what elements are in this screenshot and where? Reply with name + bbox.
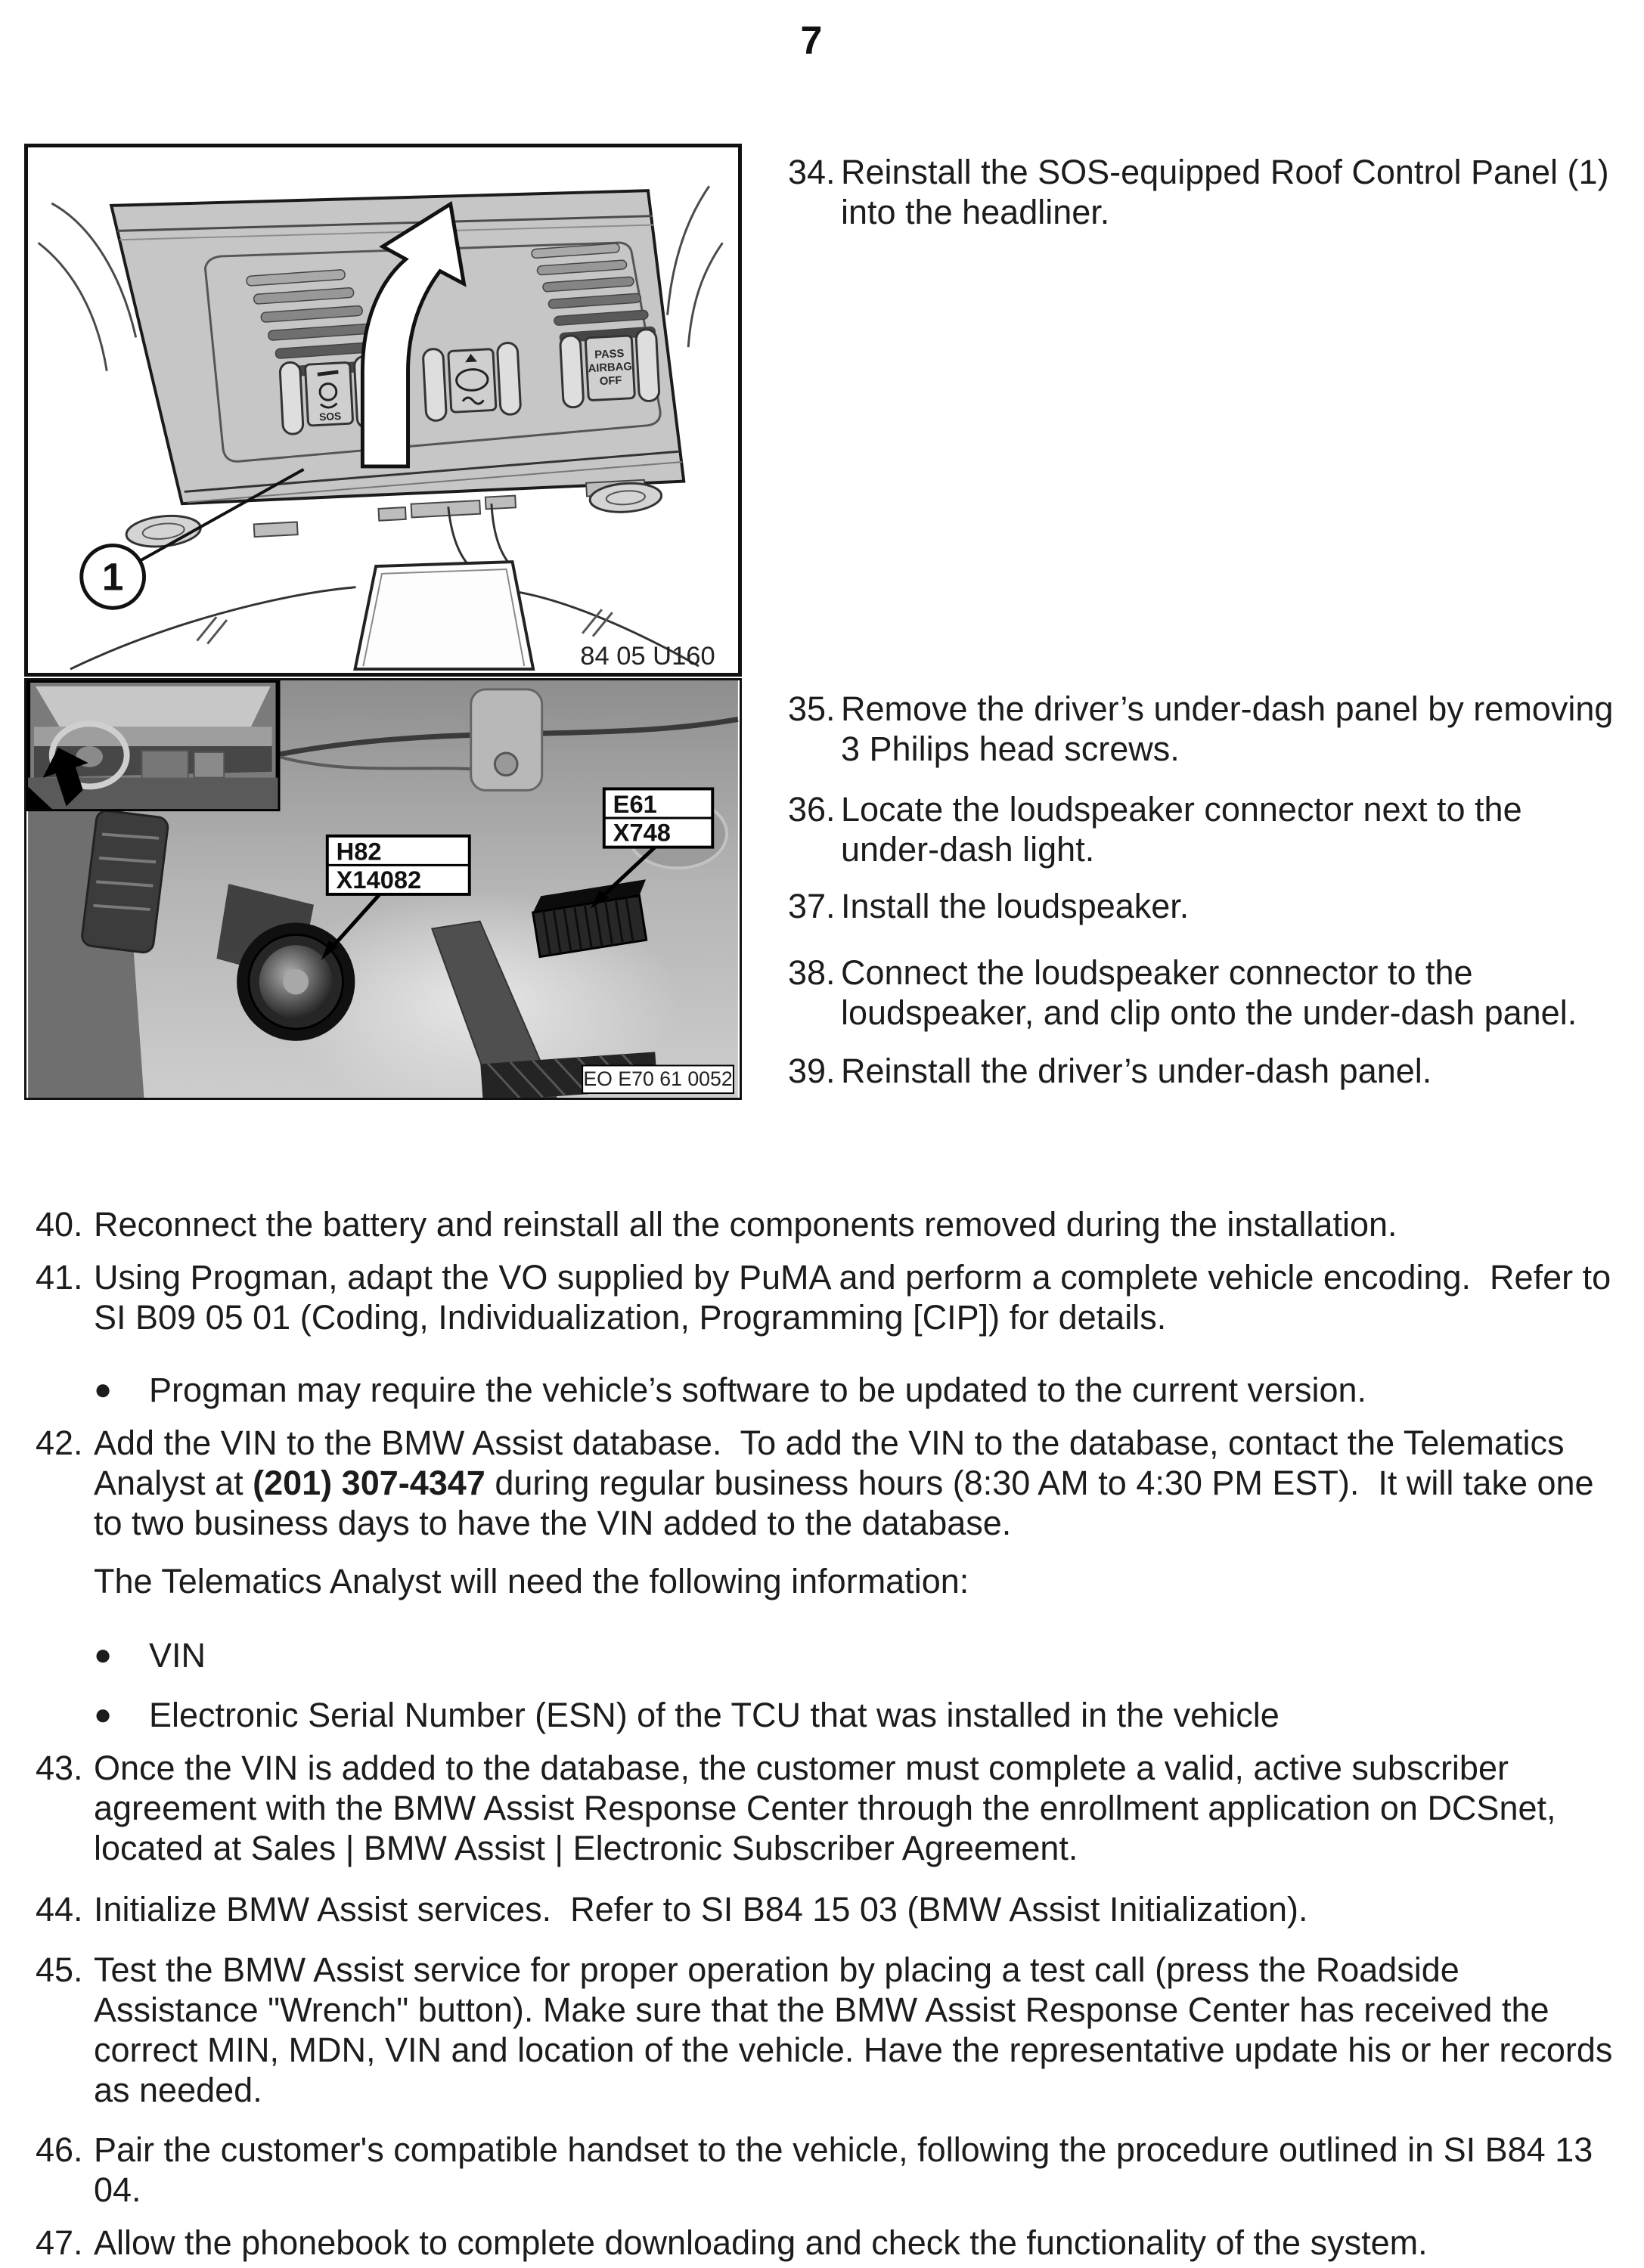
step-number: 41.	[36, 1258, 83, 1297]
bullet-text: Progman may require the vehicle’s software to be updated to the current version.	[149, 1371, 1367, 1409]
step-text: Once the VIN is added to the database, the customer must complete a valid, active subscriber agreement with the BMW Assist Response Center through the enrollment application on DCSnet, located at Sales | BMW Assist | Electronic Subscriber Agreement.	[94, 1749, 1566, 1867]
step-number: 37.	[788, 887, 836, 925]
step-45	[36, 1950, 1624, 2110]
step-34	[788, 152, 1629, 232]
step-number: 39.	[788, 1052, 836, 1090]
bullet-text: Electronic Serial Number (ESN) of the TCU that was installed in the vehicle	[149, 1696, 1280, 1734]
bullet-vin	[94, 1635, 1624, 1675]
step-42	[36, 1423, 1624, 1543]
figure-roof-control-panel	[24, 144, 742, 677]
step-number: 45.	[36, 1950, 83, 1989]
step-number: 36.	[788, 790, 836, 829]
speaker-label-line1: H82	[336, 837, 382, 866]
step-text	[94, 1423, 1624, 1543]
step-text: Connect the loudspeaker connector to the loudspeaker, and clip onto the under-dash panel.	[841, 953, 1577, 1032]
step-number: 47.	[36, 2223, 83, 2262]
figure-underdash-speaker	[24, 678, 742, 1100]
step-text: Reconnect the battery and reinstall all the components removed during the installation.	[94, 1205, 1397, 1244]
step-number: 44.	[36, 1890, 83, 1929]
dashboard-inset	[28, 680, 278, 810]
step-35	[788, 689, 1629, 769]
sunroof-switch	[423, 342, 521, 421]
step-number: 35.	[788, 689, 836, 728]
step-41	[36, 1257, 1624, 1337]
step-text: Test the BMW Assist service for proper operation by placing a test call (press the Roadside Assistance "Wrench" button). Make sure that the BMW Assist Response Center has received the correct MIN, MDN, VIN and location of the vehicle. Have the representative update his or her records as needed.	[94, 1950, 1622, 2109]
phone-number: (201) 307-4347	[253, 1464, 485, 1502]
step-text: Reinstall the SOS-equipped Roof Control Panel (1) into the headliner.	[841, 153, 1619, 231]
figure2-caption-box	[582, 1065, 734, 1093]
sos-button-label: SOS	[318, 410, 342, 423]
step-number: 46.	[36, 2130, 83, 2169]
bullet-progman	[94, 1370, 1624, 1410]
step-36	[788, 789, 1629, 869]
callout-1-label: 1	[101, 555, 124, 599]
step-number: 42.	[36, 1424, 83, 1462]
step-number: 38.	[788, 953, 836, 992]
telematics-paragraph: The Telematics Analyst will need the following information:	[94, 1562, 969, 1600]
step-38	[788, 953, 1629, 1033]
bullet-esn	[94, 1695, 1624, 1735]
step-number: 34.	[788, 153, 836, 191]
step-44	[36, 1889, 1624, 1929]
step-number: 43.	[36, 1749, 83, 1787]
step-number: 40.	[36, 1205, 83, 1244]
figure1-caption: 84 05 U160	[580, 642, 715, 671]
step-text: Pair the customer's compatible handset to the vehicle, following the procedure outlined in SI B84 13 04.	[94, 2130, 1602, 2209]
bullet-icon: ●	[94, 1698, 113, 1731]
step-text-before: Add the VIN to the BMW Assist database. To add the VIN to the database, contact the Telematics Analyst at	[94, 1424, 1572, 1502]
step-text: Initialize BMW Assist services. Refer to SI B84 15 03 (BMW Assist Initialization).	[94, 1890, 1308, 1929]
step-text: Remove the driver’s under-dash panel by removing 3 Philips head screws.	[841, 689, 1623, 768]
bullet-icon: ●	[94, 1373, 113, 1406]
step-39	[788, 1051, 1629, 1091]
page-number: 7	[800, 19, 823, 63]
step-text: Locate the loudspeaker connector next to the under-dash light.	[841, 790, 1532, 869]
step-text: Reinstall the driver’s under-dash panel.	[841, 1052, 1432, 1090]
step-46	[36, 2130, 1624, 2210]
step-text: Using Progman, adapt the VO supplied by PuMA and perform a complete vehicle encoding. Refer to SI B09 05 01 (Coding, Individualization, Programming [CIP]) for details.	[94, 1258, 1621, 1337]
figure2-caption: EO E70 61 0052	[583, 1067, 733, 1091]
step-text-after: during regular business hours (8:30 AM to 4:30 PM EST). It will take one to two business days to have the VIN added to the database.	[94, 1464, 1604, 1542]
bullet-icon: ●	[94, 1638, 113, 1672]
airbag-label-line3: OFF	[599, 374, 622, 389]
connector-label-line1: E61	[613, 790, 657, 819]
step-text: Allow the phonebook to complete downloading and check the functionality of the system.	[94, 2223, 1428, 2262]
speaker-label-line2: X14082	[336, 866, 422, 894]
step-40	[36, 1204, 1624, 1244]
step-37	[788, 886, 1629, 926]
pass-airbag-off-switch	[560, 329, 659, 407]
airbag-label-line1: PASS	[594, 347, 625, 361]
bullet-text: VIN	[149, 1636, 206, 1675]
step-text: Install the loudspeaker.	[841, 887, 1190, 925]
airbag-label-line2: AIRBAG	[588, 361, 633, 376]
connector-label-line2: X748	[613, 818, 671, 847]
step-47	[36, 2223, 1624, 2263]
step-43	[36, 1748, 1624, 1868]
